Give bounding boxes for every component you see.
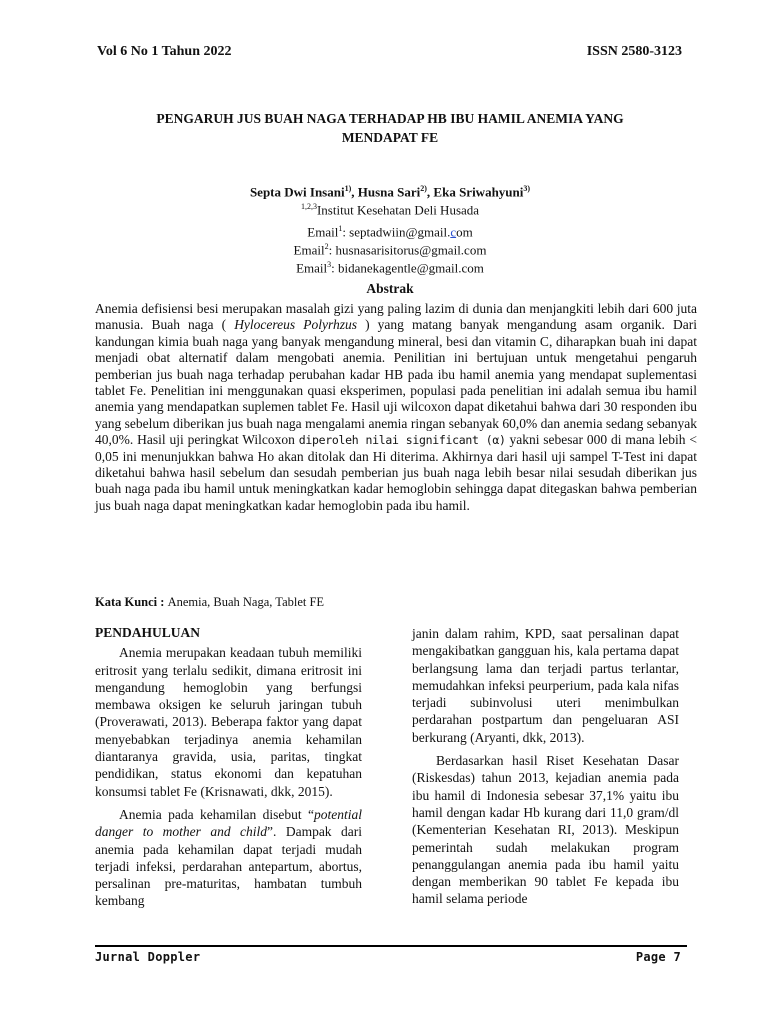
author-1-sup: 1) <box>344 184 352 193</box>
journal-name: Jurnal Doppler <box>95 950 201 964</box>
section-heading: PENDAHULUAN <box>95 625 201 640</box>
paper-title <box>100 109 680 147</box>
author-1: Septa Dwi Insani <box>249 184 345 200</box>
email-3 <box>100 257 680 275</box>
email-2-sup: 2 <box>324 241 329 251</box>
title-line-1: PENGARUH JUS BUAH NAGA TERHADAP HB IBU HAMIL ANEMIA YANG <box>156 111 624 126</box>
institution-name: Institut Kesehatan Deli Husada <box>316 202 480 218</box>
institution <box>100 199 680 217</box>
email-2-label: Email <box>293 242 325 258</box>
abstract-body <box>95 301 697 514</box>
email-1-sup: 1 <box>338 223 343 233</box>
left-column <box>95 624 362 916</box>
author-3: , Eka Sriwahyuni <box>426 184 524 200</box>
intro-p2-end: ”. Dampak dari anemia pada kehamilan dapat terjadi mudah terjadi infeksi, perdarahan antepartum, abortus, persalinan pre-maturitas, hambatan tumbuh kembang <box>95 824 362 909</box>
author-2: , Husna Sari <box>351 184 421 200</box>
abstract-paragraph <box>95 301 697 514</box>
email-1-link-c[interactable]: c <box>450 223 457 239</box>
intro-paragraph-4: Berdasarkan hasil Riset Kesehatan Dasar (Riskesdas) tahun 2013, kejadian anemia pada ibu hamil di Indonesia sebesar 37,1% yaitu ibu hamil dengan kadar Hb kurang dari 11,0 gram/dl (Kementerian Kesehatan RI, 2013). Meskipun pemerintah sudah melakukan program penanggulangan anemia pada ibu hamil yaitu dengan memberikan 90 tablet Fe kepada ibu hamil selama periode <box>412 753 679 907</box>
species-name: Hylocereus Polyrhzus <box>234 317 358 333</box>
abstract-text-2: ) yang matang banyak mengandung asam organik. Dari kandungan kimia buah naga yang banyak mengandung mineral, besi dan vitamin C, diharapkan buah ini dapat menjadi obat alternatif dalam mengobati anemia. Penilitian ini bertujuan untuk mengetahui pengaruh pemberian jus buah naga terhadap perubahan kadar HB pada ibu hamil anemia yang mendapat suplementasi tablet Fe. Penelitian ini menggunakan quasi eksperimen, populasi pada penelitian ini adalah semua ibu hamil anemia yang mendapatkan suplemen tablet Fe. Hasil uji wilcoxon dapat diketahui bahwa dari 30 responden ibu yang sebelum diberikan jus buah naga mengalami anemia ringan sebanyak 60,0% dan anemia sedang sebanyak 40,0%. Hasil uji peringkat Wilcoxon <box>95 317 697 448</box>
page-number: Page 7 <box>635 950 681 964</box>
email-1 <box>100 221 680 239</box>
keywords <box>95 595 324 610</box>
author-names <box>100 181 680 199</box>
abstract-mono-text: diperoleh nilai significant (α) <box>298 433 506 448</box>
email-3-address: : bidanekagentle@gmail.com <box>331 260 484 276</box>
email-1-label: Email <box>307 223 339 239</box>
email-2 <box>100 239 680 257</box>
author-2-sup: 2) <box>420 184 427 193</box>
author-block <box>100 181 680 276</box>
email-2-address: : husnasarisitorus@gmail.com <box>328 242 487 258</box>
right-column <box>412 625 679 914</box>
title-line-2: MENDAPAT FE <box>341 130 439 145</box>
footer-divider <box>95 945 687 947</box>
issn: ISSN 2580-3123 <box>586 44 682 59</box>
author-3-sup: 3) <box>523 184 531 193</box>
intro-paragraph-3: janin dalam rahim, KPD, saat persalinan dapat mengakibatkan gangguan his, kala pertama dapat berlangsung lama dan terjadi partus terlantar, memudahkan infeksi peurperium, pada kala nifas terjadi subinvolusi uteri menimbulkan perdarahan postpartum dan pengeluaran ASI berkurang (Aryanti, dkk, 2013). <box>412 626 679 745</box>
email-1-post: om <box>456 223 473 239</box>
intro-p2-italic: potential danger to mother and child <box>95 806 362 840</box>
journal-volume: Vol 6 No 1 Tahun 2022 <box>97 44 232 59</box>
email-3-label: Email <box>296 260 328 276</box>
intro-paragraph-2 <box>95 806 362 910</box>
email-3-sup: 3 <box>327 260 332 270</box>
keywords-label: Kata Kunci : <box>95 595 165 609</box>
institution-sup: 1,2,3 <box>300 202 317 212</box>
intro-paragraph-1: Anemia merupakan keadaan tubuh memiliki eritrosit yang terlalu sedikit, dimana eritrosit ini mengandung hemoglobin yang berfungsi membawa oksigen ke seluruh jaringan tubuh (Proverawati, 2013). Beberapa faktor yang dapat menyebabkan terjadinya anemia kehamilan diantaranya gravida, usia, paritas, tingkat pendidikan, status ekonomi dan kepatuhan konsumsi tablet Fe (Krisnawati, dkk, 2015). <box>95 645 362 799</box>
email-1-pre: : septadwiin@gmail. <box>342 223 451 239</box>
intro-p2-start: Anemia pada kehamilan disebut “ <box>119 806 314 822</box>
abstract-heading: Abstrak <box>366 281 414 296</box>
abstract-text-1: Anemia defisiensi besi merupakan masalah gizi yang paling lazim di dunia dan menjangkiti lebih dari 600 juta manusia. Buah naga ( <box>95 301 697 333</box>
abstract-text-3: yakni sebesar 000 di mana lebih < 0,05 ini menunjukkan bahwa Ho akan ditolak dan Hi diterima. Akhirnya dari hasil uji sampel T-Test ini dapat diketahui bahwa hasil sebelum dan sesudah pemberian jus buah naga lebih besar nilai sesudah diberikan jus buah naga pada ibu hamil untuk meningkatkan kadar hemoglobin sehingga dapat ditegaskan bahwa pemberian jus buah naga dapat meningkatkan kadar hemoglobin pada ibu hamil. <box>95 432 697 513</box>
keywords-value: Anemia, Buah Naga, Tablet FE <box>167 595 325 609</box>
